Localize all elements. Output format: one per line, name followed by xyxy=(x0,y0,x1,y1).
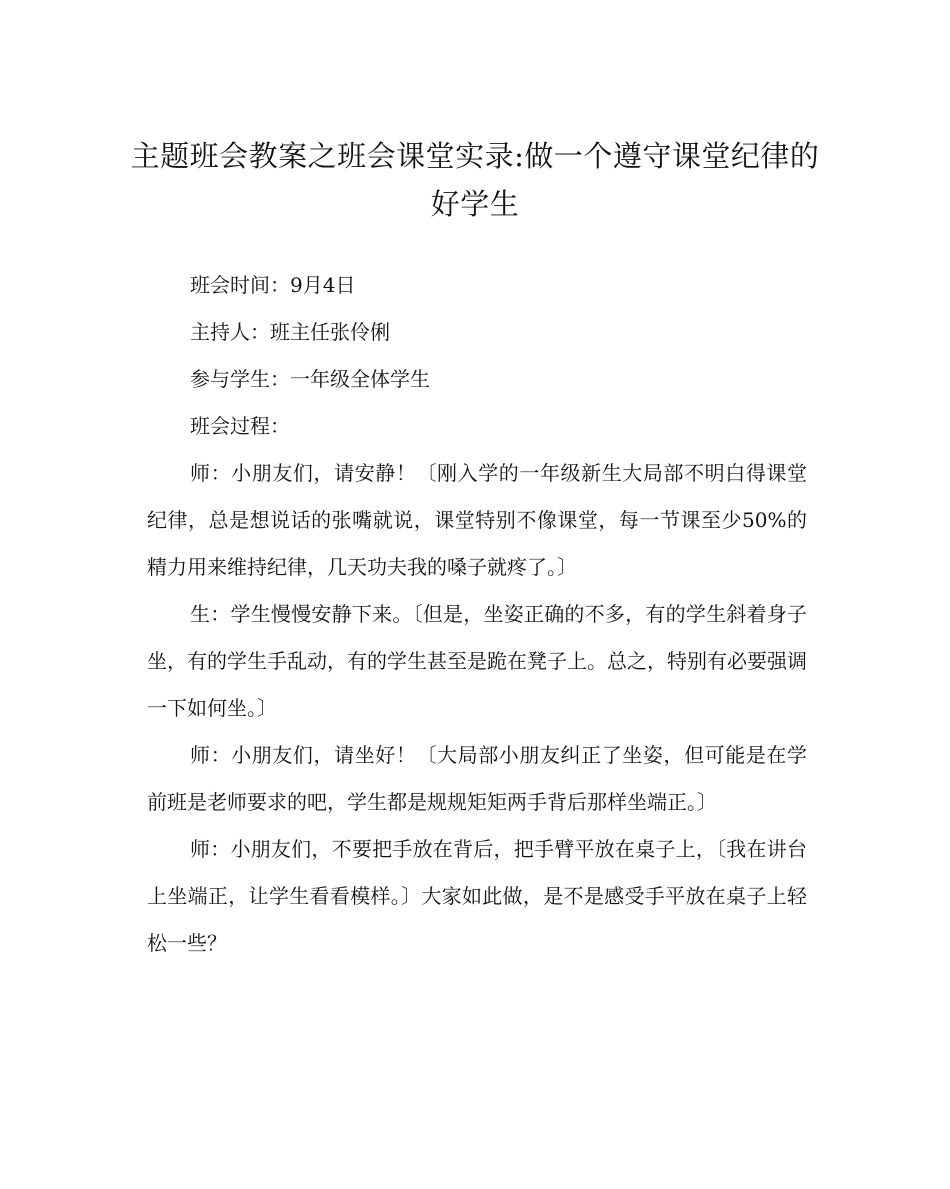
document-body xyxy=(147,262,807,967)
dialogue-paragraph-3: 师：小朋友们，请坐好！〔大局部小朋友纠正了坐姿，但可能是在学前班是老师要求的吧，学生都是规规矩矩两手背后那样坐端正。〕 xyxy=(147,743,807,814)
document-title: 主题班会教案之班会课堂实录:做一个遵守课堂纪律的好学生 xyxy=(130,139,820,221)
meeting-time: 班会时间：9月4日 xyxy=(190,273,356,297)
meeting-participants: 参与学生：一年级全体学生 xyxy=(190,367,430,391)
meeting-host: 主持人：班主任张伶俐 xyxy=(190,320,390,344)
dialogue-paragraph-2: 生：学生慢慢安静下来。〔但是，坐姿正确的不多，有的学生斜着身子坐，有的学生手乱动，有的学生甚至是跪在凳子上。总之，特别有必要强调一下如何坐。〕 xyxy=(147,602,807,720)
dialogue-paragraph-4: 师：小朋友们，不要把手放在背后，把手臂平放在桌子上，〔我在讲台上坐端正，让学生看看模样。〕大家如此做，是不是感受手平放在桌子上轻松一些？ xyxy=(147,837,807,955)
dialogue-paragraph-1: 师：小朋友们，请安静！〔刚入学的一年级新生大局部不明白得课堂纪律，总是想说话的张嘴就说，课堂特别不像课堂，每一节课至少50%的精力用来维持纪律，几天功夫我的嗓子就疼了。〕 xyxy=(147,461,807,579)
meeting-process-label: 班会过程： xyxy=(190,414,290,438)
